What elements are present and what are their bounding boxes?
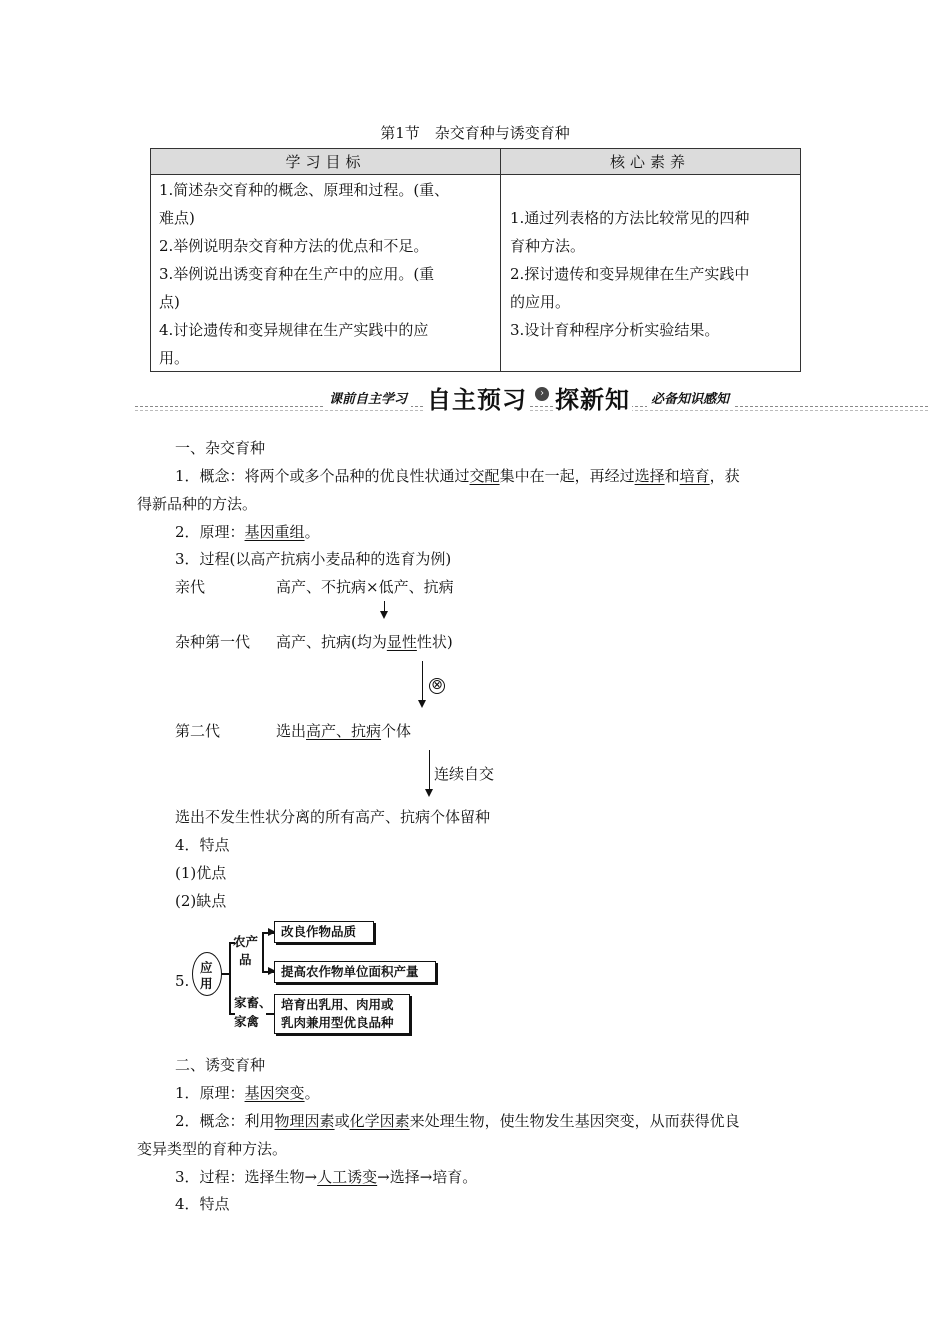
concept-line-2: 得新品种的方法。 [137, 495, 258, 513]
objective-line: 2.举例说明杂交育种方法的优点和不足。 [159, 237, 429, 255]
competency-line: 1.通过列表格的方法比较常见的四种 [510, 209, 750, 227]
banner-arrow-icon: › [535, 387, 549, 401]
concept-line: 1．概念：将两个或多个品种的优良性状通过交配集中在一起，再经过选择和培育，获 [175, 467, 740, 485]
principle-line: 2．原理：基因重组。 [175, 523, 320, 541]
principle-line: 1．原理：基因突变。 [175, 1084, 320, 1102]
connector-line [221, 973, 229, 975]
answer-blank: 交配 [469, 467, 500, 485]
generation-label-f2: 第二代 [175, 722, 221, 740]
down-arrow-icon [422, 661, 423, 706]
final-selection: 选出不发生性状分离的所有高产、抗病个体留种 [175, 808, 491, 826]
objective-line: 点) [159, 293, 180, 311]
competency-line: 3.设计育种程序分析实验结果。 [510, 321, 720, 339]
banner-title: 自主预习 [425, 380, 529, 415]
answer-blank: 人工诱变 [317, 1168, 378, 1186]
application-number: 5. [175, 972, 190, 990]
selfing-symbol-icon: ⊗ [429, 678, 445, 694]
advantages-label: (1)优点 [175, 864, 227, 882]
livestock-box: 培育出乳用、肉用或 乳肉兼用型优良品种 [274, 994, 410, 1034]
answer-blank: 显性 [386, 633, 417, 651]
crop-quality-box: 改良作物品质 [274, 921, 374, 943]
disadvantages-label: (2)缺点 [175, 892, 227, 910]
down-arrow-icon [429, 750, 430, 795]
section-heading: 一、杂交育种 [175, 439, 266, 457]
crop-label: 农产 [233, 934, 259, 949]
banner-right-label: 必备知识感知 [647, 388, 733, 407]
table-header-competencies: 核心素养 [500, 149, 800, 175]
f1-description: 高产、抗病(均为显性性状) [276, 633, 453, 651]
answer-blank: 物理因素 [274, 1112, 335, 1130]
answer-blank: 基因重组 [244, 523, 305, 541]
process-line: 3．过程：选择生物→人工诱变→选择→培育。 [175, 1168, 478, 1186]
features-heading: 4．特点 [175, 836, 230, 854]
answer-blank: 高产、抗病 [306, 722, 382, 740]
continuous-selfing-label: 连续自交 [434, 765, 495, 783]
down-arrow-icon [384, 601, 385, 617]
section-banner [135, 380, 928, 414]
process-line: 3．过程(以高产抗病小麦品种的选育为例) [175, 550, 452, 568]
connector-line [262, 932, 264, 972]
competency-line: 2.探讨遗传和变异规律在生产实践中 [510, 265, 750, 283]
right-arrow-icon [262, 971, 274, 973]
page-title: 第1节 杂交育种与诱变育种 [380, 124, 570, 142]
table-divider [500, 149, 501, 371]
generation-label-p: 亲代 [175, 578, 206, 596]
answer-blank: 选择 [634, 467, 665, 485]
connector-line [229, 942, 231, 1014]
competency-line: 育种方法。 [510, 237, 586, 255]
competency-line: 的应用。 [510, 293, 571, 311]
answer-blank: 培育 [679, 467, 710, 485]
connector-line [266, 1013, 274, 1015]
parental-cross: 高产、不抗病×低产、抗病 [276, 578, 454, 596]
objective-line: 1.简述杂交育种的概念、原理和过程。(重、 [159, 181, 450, 199]
table-header-objectives: 学习目标 [151, 149, 500, 175]
objective-line: 难点) [159, 209, 195, 227]
objective-line: 4.讨论遗传和变异规律在生产实践中的应 [159, 321, 429, 339]
livestock-label: 家禽 [234, 1014, 260, 1029]
right-arrow-icon [262, 932, 274, 934]
concept-line: 2．概念：利用物理因素或化学因素来处理生物，使生物发生基因突变，从而获得优良 [175, 1112, 740, 1130]
answer-blank: 化学因素 [349, 1112, 410, 1130]
livestock-label: 家畜、 [234, 995, 272, 1010]
objectives-table [150, 148, 801, 372]
yield-box: 提高农作物单位面积产量 [274, 961, 436, 983]
banner-dashed-line [135, 410, 928, 411]
objective-line: 用。 [159, 349, 190, 367]
concept-line-2: 变异类型的育种方法。 [137, 1140, 288, 1158]
banner-dashed-line [135, 406, 928, 407]
objective-line: 3.举例说出诱变育种在生产中的应用。(重 [159, 265, 435, 283]
banner-left-label: 课前自主学习 [325, 388, 411, 407]
banner-title-2: 探新知 [553, 380, 632, 415]
generation-label-f1: 杂种第一代 [175, 633, 251, 651]
crop-label: 品 [239, 952, 252, 967]
features-heading: 4．特点 [175, 1195, 230, 1213]
answer-blank: 基因突变 [244, 1084, 305, 1102]
f2-description: 选出高产、抗病个体 [276, 722, 412, 740]
application-circle: 应 用 [192, 952, 222, 996]
section-heading: 二、诱变育种 [175, 1056, 266, 1074]
